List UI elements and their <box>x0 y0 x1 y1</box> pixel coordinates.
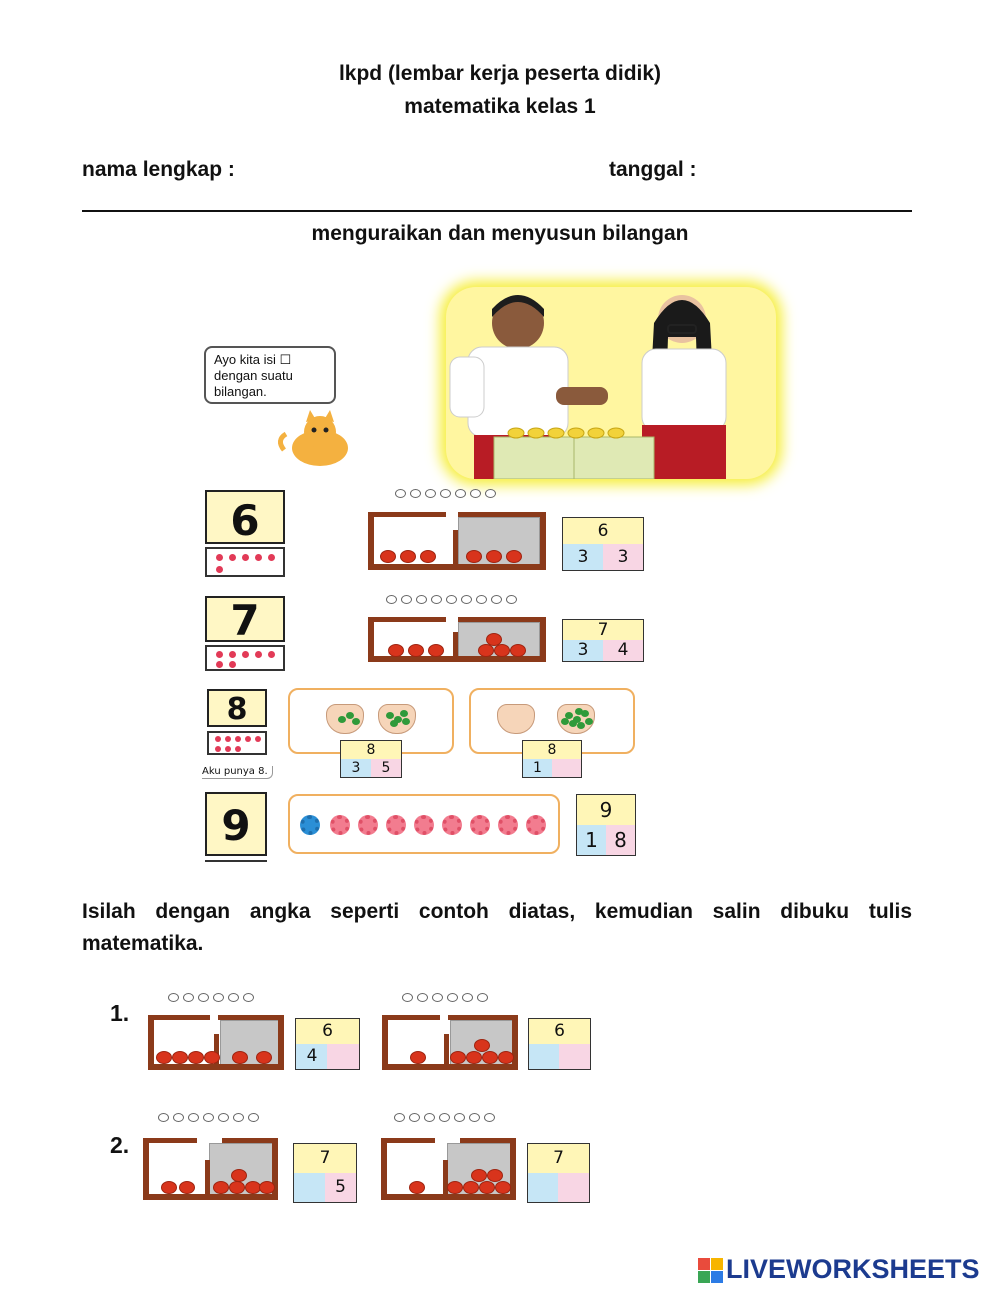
split-tray-q1b <box>382 1015 518 1070</box>
ring-counters-q2a <box>158 1113 270 1125</box>
number-bond-8b: 8 1 <box>522 740 582 778</box>
flower-icon <box>470 815 490 835</box>
dot-card-6 <box>205 547 285 577</box>
ring-counters-q1a <box>168 993 268 1005</box>
number-bond-9: 9 1 8 <box>576 794 636 856</box>
flower-icon-blue <box>300 815 320 835</box>
answer-left: 4 <box>296 1044 329 1069</box>
answer-right-input <box>559 1044 590 1069</box>
number-card-6: 6 <box>205 490 285 544</box>
topic-heading: menguraikan dan menyusun bilangan <box>311 222 689 245</box>
number-card-9: 9 <box>205 792 267 856</box>
answer-right-input <box>327 1044 359 1069</box>
split-tray-7 <box>368 617 546 662</box>
dot-card-7 <box>205 645 285 671</box>
instruction-text: Isilah dengan angka seperti contoh diatas, kemudian salin dibuku tulis matematika. <box>82 900 912 955</box>
flower-strip <box>288 794 560 854</box>
answer-right: 5 <box>325 1173 356 1202</box>
date-label: tanggal : <box>609 158 697 181</box>
number-bond-7: 7 3 4 <box>562 619 644 662</box>
split-tray-q2b <box>381 1138 516 1200</box>
cat-mascot-icon <box>276 410 360 470</box>
answer-bond-q2b[interactable] <box>527 1143 590 1203</box>
flower-icon <box>414 815 434 835</box>
answer-left-input <box>528 1173 560 1202</box>
flower-icon <box>498 815 518 835</box>
ring-counters-q1b <box>402 993 502 1005</box>
answer-left-input <box>294 1173 326 1202</box>
answer-whole: 7 <box>528 1144 589 1174</box>
students-photo <box>446 287 776 479</box>
answer-whole: 7 <box>294 1144 356 1174</box>
flower-icon <box>526 815 546 835</box>
flower-icon <box>442 815 462 835</box>
answer-bond-q1b[interactable] <box>528 1018 591 1070</box>
split-tray-6 <box>368 512 546 570</box>
number-card-8: 8 <box>207 689 267 727</box>
flower-icon <box>386 815 406 835</box>
page-title: lkpd (lembar kerja peserta didik) <box>338 62 662 85</box>
question-number-2: 2. <box>110 1132 130 1158</box>
ring-counters-7 <box>386 595 526 607</box>
answer-whole: 6 <box>296 1019 359 1045</box>
flower-icon <box>330 815 350 835</box>
divider-line <box>82 210 912 212</box>
split-tray-q2a <box>143 1138 278 1200</box>
students-illustration <box>446 287 776 479</box>
answer-bond-q1a[interactable] <box>295 1018 360 1070</box>
number-bond-6: 6 3 3 <box>562 517 644 571</box>
name-label: nama lengkap : <box>82 158 235 181</box>
liveworksheets-logo-icon <box>698 1258 724 1284</box>
ring-counters-6 <box>395 489 520 501</box>
number-card-7: 7 <box>205 596 285 642</box>
split-tray-q1a <box>148 1015 284 1070</box>
page-subtitle: matematika kelas 1 <box>404 95 596 118</box>
question-number-1: 1. <box>110 1000 130 1026</box>
speech-bubble: Ayo kita isi ☐ dengan suatu bilangan. <box>204 346 336 404</box>
aku-note: Aku punya 8. <box>202 766 273 779</box>
dot-card-9-edge <box>205 860 267 866</box>
answer-left-input <box>529 1044 561 1069</box>
flower-icon <box>358 815 378 835</box>
liveworksheets-logo-text: LIVEWORKSHEETS <box>726 1254 980 1284</box>
ring-counters-q2b <box>394 1113 506 1125</box>
answer-bond-q2a[interactable] <box>293 1143 357 1203</box>
answer-whole: 6 <box>529 1019 590 1045</box>
dot-card-8 <box>207 731 267 755</box>
number-bond-8a: 8 3 5 <box>340 740 402 778</box>
answer-right-input <box>558 1173 589 1202</box>
